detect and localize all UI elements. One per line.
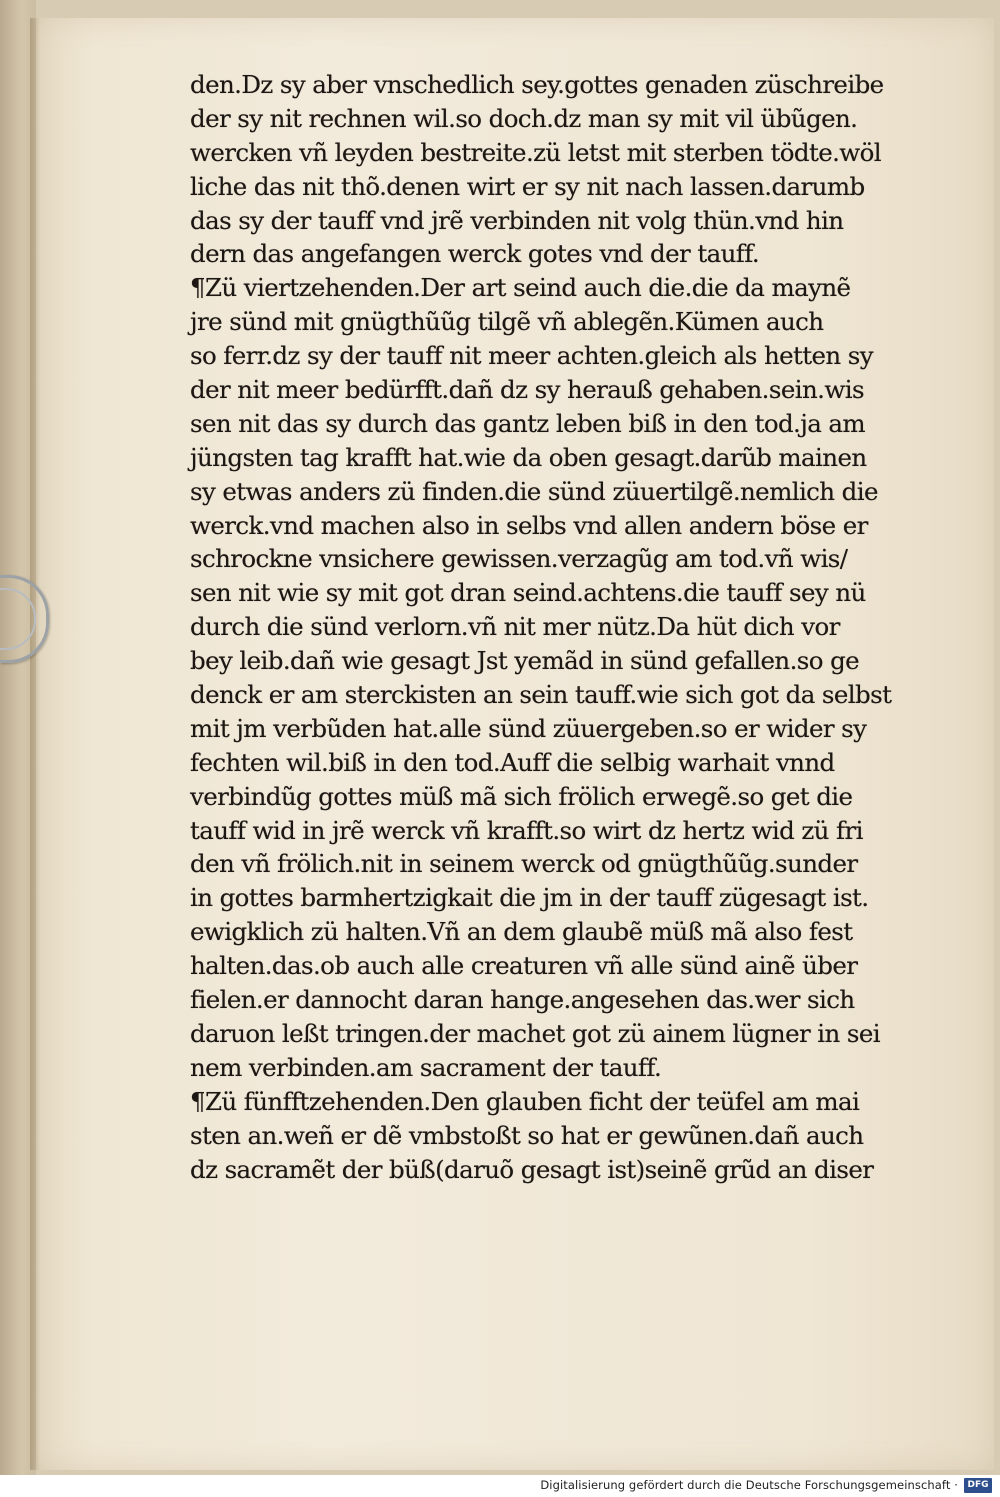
text-line: sten an.weñ er dẽ vmbstoßt so hat er gewũnen.dañ auch bbox=[190, 1120, 864, 1150]
text-line: liche das nit thõ.denen wirt er sy nit nach lassen.darumb bbox=[190, 171, 865, 201]
funding-credit: Digitalisierung gefördert durch die Deutsche Forschungsgemeinschaft · bbox=[540, 1478, 958, 1492]
text-line: den vñ frölich.nit in seinem werck od gnügthũũg.sunder bbox=[190, 849, 858, 879]
page-gutter-shadow bbox=[30, 18, 40, 1470]
text-line: sy etwas anders zü finden.die sünd züuertilgẽ.nemlich die bbox=[190, 476, 878, 506]
blackletter-text-block bbox=[190, 68, 935, 1186]
paragraph-start-line: ¶Zü viertzehenden.Der art seind auch die.die da maynẽ bbox=[190, 273, 851, 303]
text-line: so ferr.dz sy der tauff nit meer achten.gleich als hetten sy bbox=[190, 341, 874, 371]
dfg-logo: DFG bbox=[964, 1478, 992, 1493]
text-line: bey leib.dañ wie gesagt Jst yemãd in sünd gefallen.so ge bbox=[190, 646, 860, 676]
text-line: fielen.er dannocht daran hange.angesehen das.wer sich bbox=[190, 985, 855, 1015]
text-line: denck er am sterckisten an sein tauff.wie sich got da selbst bbox=[190, 680, 892, 710]
text-line: das sy der tauff vnd jrẽ verbinden nit volg thün.vnd hin bbox=[190, 205, 844, 235]
digitization-footer bbox=[0, 1475, 1000, 1497]
text-line: sen nit wie sy mit got dran seind.achtens.die tauff sey nü bbox=[190, 578, 866, 608]
text-line: durch die sünd verlorn.vñ nit mer nütz.Da hüt dich vor bbox=[190, 612, 840, 642]
text-line: tauff wid in jrẽ werck vñ krafft.so wirt dz hertz wid zü fri bbox=[190, 815, 863, 845]
text-line: jre sünd mit gnügthũũg tilgẽ vñ ablegẽn.Kümen auch bbox=[190, 307, 824, 337]
text-line: schrockne vnsichere gewissen.verzagũg am tod.vñ wis/ bbox=[190, 544, 848, 574]
text-line: dz sacramẽt der büß(daruõ gesagt ist)seinẽ grũd an diser bbox=[190, 1154, 874, 1184]
text-line: den.Dz sy aber vnschedlich sey.gottes genaden züschreibe bbox=[190, 70, 884, 99]
text-line: daruon leßt tringen.der machet got zü ainem lügner in sei bbox=[190, 1018, 880, 1048]
text-line: ewigklich zü halten.Vñ an dem glaubẽ müß mã also fest bbox=[190, 917, 853, 947]
text-line: jüngsten tag krafft hat.wie da oben gesagt.darũb mainen bbox=[190, 442, 867, 472]
text-line: sen nit das sy durch das gantz leben biß in den tod.ja am bbox=[190, 408, 866, 438]
text-line: halten.das.ob auch alle creaturen vñ alle sünd ainẽ über bbox=[190, 951, 858, 981]
paragraph-start-line: ¶Zü fünfftzehenden.Den glauben ficht der teüfel am mai bbox=[190, 1086, 860, 1116]
text-line: mit jm verbũden hat.alle sünd züuergeben.so er wider sy bbox=[190, 713, 867, 743]
text-line: in gottes barmhertzigkait die jm in der tauff zügesagt ist. bbox=[190, 883, 869, 913]
text-line: fechten wil.biß in den tod.Auff die selbig warhait vnnd bbox=[190, 747, 835, 777]
text-line: der sy nit rechnen wil.so doch.dz man sy mit vil übũgen. bbox=[190, 103, 858, 133]
text-line: der nit meer bedürfft.dañ dz sy herauß gehaben.sein.wis bbox=[190, 375, 864, 405]
text-line: dern das angefangen werck gotes vnd der tauff. bbox=[190, 239, 760, 269]
text-line: wercken vñ leyden bestreite.zü letst mit sterben tödte.wöl bbox=[190, 137, 882, 167]
text-line: werck.vnd machen also in selbs vnd allen andern böse er bbox=[190, 510, 868, 540]
text-line: nem verbinden.am sacrament der tauff. bbox=[190, 1052, 662, 1082]
text-line: verbindũg gottes müß mã sich frölich erwegẽ.so get die bbox=[190, 781, 853, 811]
